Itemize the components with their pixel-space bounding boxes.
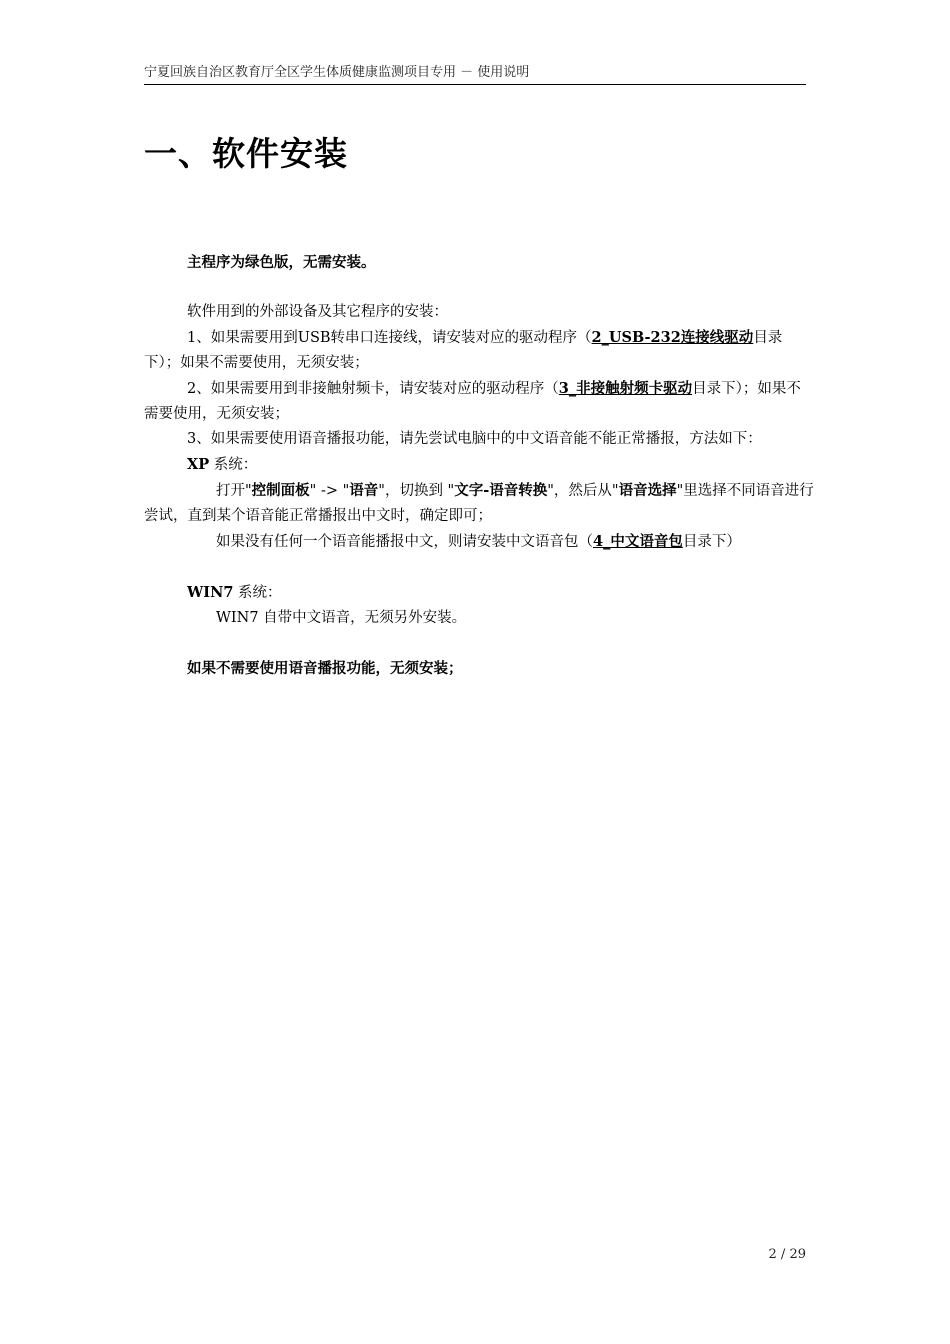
win7-heading-rest: 系统：	[233, 585, 282, 601]
pack-text-before: 如果没有任何一个语音能播报中文，则请安装中文语音包（	[216, 534, 593, 550]
item2-text-before: 2、如果需要用到非接触射频卡，请安装对应的驱动程序（	[187, 381, 559, 397]
item-rf-card-driver	[144, 376, 814, 427]
item1-text-before: 1、如果需要用到USB转串口连接线，请安装对应的驱动程序（	[187, 330, 592, 346]
document-body	[144, 250, 814, 681]
page-header: 宁夏回族自治区教育厅全区学生体质健康监测项目专用 － 使用说明	[144, 64, 806, 85]
voice-selection-term: 语音选择	[618, 482, 677, 499]
item2-text-after: 目录下）；如果不需要使用，无须安装；	[144, 381, 801, 422]
intro-paragraph: 软件用到的外部设备及其它程序的安装：	[187, 304, 448, 320]
usb-driver-link[interactable]: 2_USB-232连接线驱动	[591, 329, 754, 346]
xp-instructions	[144, 478, 814, 529]
page-number: 2 / 29	[768, 1247, 806, 1262]
xp-s4: "，然后从"	[547, 483, 619, 499]
xp-s3: "，切换到 "	[378, 483, 455, 499]
win7-heading-bold: WIN7	[187, 584, 234, 601]
item-voice-broadcast: 3、如果需要使用语音播报功能，请先尝试电脑中的中文语音能不能正常播报，方法如下：	[187, 431, 762, 447]
speech-term: 语音	[349, 482, 379, 499]
xp-s2: " -> "	[309, 483, 350, 499]
xp-heading-bold: XP	[187, 456, 210, 473]
final-note: 如果不需要使用语音播报功能，无须安装；	[187, 660, 463, 677]
win7-heading	[144, 580, 814, 606]
xp-s5: "里选择不同语音进行尝试，直到某个语音能正常播报出中文时，确定即可；	[144, 483, 814, 524]
text-to-speech-term: 文字-语音转换	[454, 482, 548, 499]
green-version-note: 主程序为绿色版，无需安装。	[187, 254, 376, 271]
xp-voice-pack	[144, 529, 814, 555]
xp-s1: 打开"	[216, 483, 252, 499]
chinese-voice-pack-link[interactable]: 4_中文语音包	[593, 533, 683, 550]
control-panel-term: 控制面板	[251, 482, 310, 499]
section-title: 一、软件安装	[144, 134, 348, 173]
xp-heading-rest: 系统：	[209, 457, 258, 473]
item-usb-driver	[144, 325, 814, 376]
pack-text-after: 目录下）	[682, 534, 741, 550]
win7-text: WIN7 自带中文语音，无须另外安装。	[216, 610, 467, 626]
xp-heading	[144, 452, 814, 478]
rf-card-driver-link[interactable]: 3_非接触射频卡驱动	[558, 380, 693, 397]
item1-text-after: 目录下）；如果不需要使用，无须安装；	[144, 330, 783, 371]
